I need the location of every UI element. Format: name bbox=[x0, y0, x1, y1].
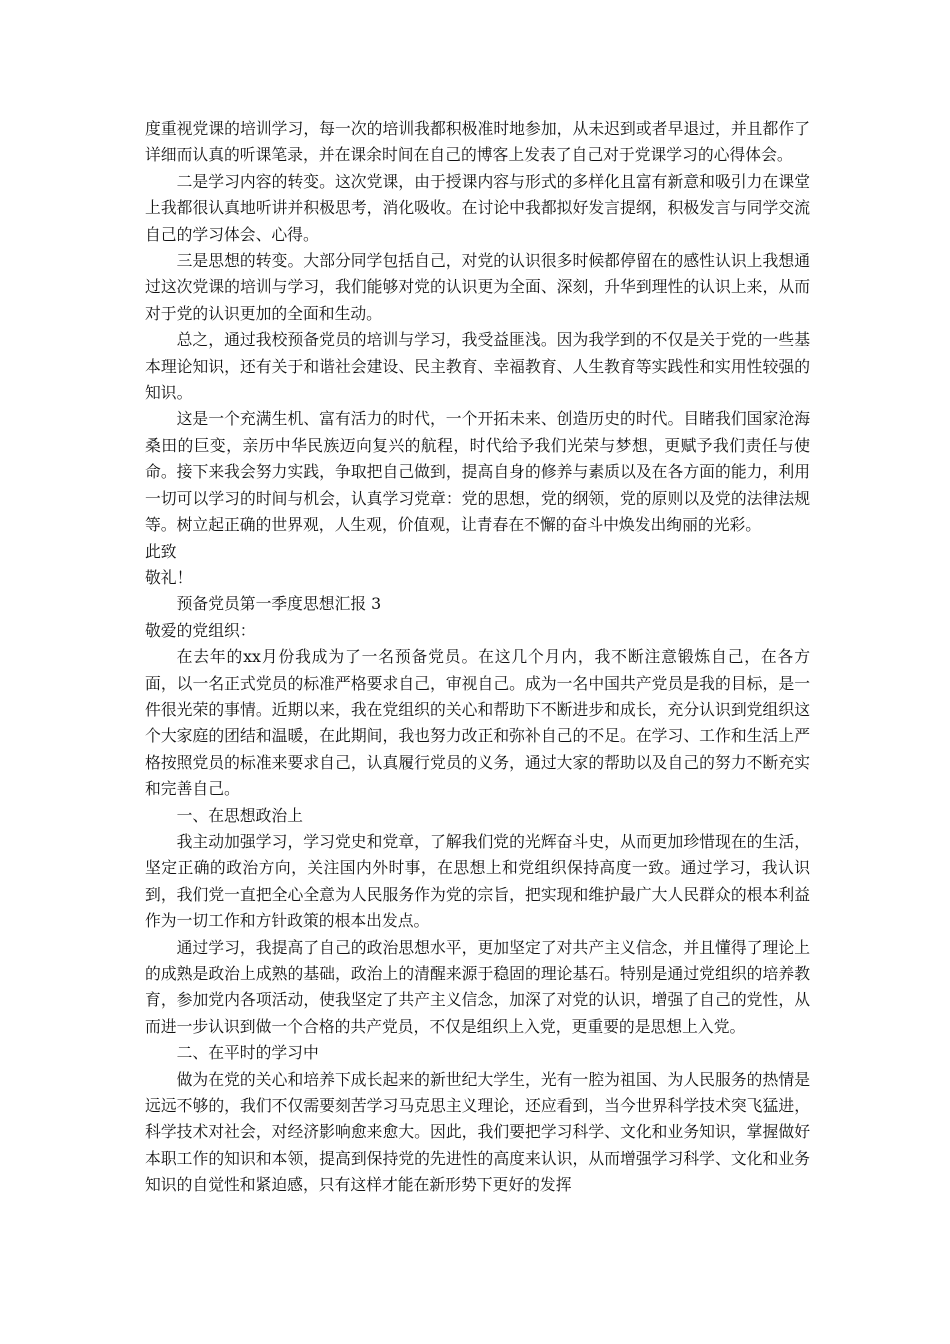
section-title: 预备党员第一季度思想汇报 3 bbox=[176, 594, 382, 614]
paragraph-5: 这是一个充满生机、富有活力的时代，一个开拓未来、创造历史的时代。目睹我们国家沧海桑田的巨变，亲历中华民族迈向复兴的航程，时代给予我们光荣与梦想，更赋予我们责任与使命。接下来我会努力实践，争取把自己做到，提高自身的修养与素质以及在各方面的能力，利用一切可以学习的时间与机会，认真学习党章：党的思想，党的纲领，党的原则以及党的法律法规等。树立起正确的世界观，人生观，价值观，让青春在不懈的奋斗中焕发出绚丽的光彩。 bbox=[145, 409, 810, 535]
closing-respect: 敬礼！ bbox=[145, 567, 193, 587]
paragraph-intro: 在去年的xx月份我成为了一名预备党员。在这几个月内，我不断注意锻炼自己，在各方面，以一名正式党员的标准严格要求自己，审视自己。成为一名中国共产党员是我的目标，是一件很光荣的事情。近期以来，我在党组织的关心和帮助下不断进步和成长，充分认识到党组织这个大家庭的团结和温暖，在此期间，我也努力改正和弥补自己的不足。在学习、工作和生活上严格按照党员的标准来要求自己，认真履行党员的义务，通过大家的帮助以及自己的努力不断充实和完善自己。 bbox=[145, 647, 810, 799]
paragraph-4: 总之，通过我校预备党员的培训与学习，我受益匪浅。因为我学到的不仅是关于党的一些基本理论知识，还有关于和谐社会建设、民主教育、幸福教育、人生教育等实践性和实用性较强的知识。 bbox=[145, 330, 810, 403]
paragraph-study: 做为在党的关心和培养下成长起来的新世纪大学生，光有一腔为祖国、为人民服务的热情是远远不够的，我们不仅需要刻苦学习马克思主义理论，还应看到，当今世界科学技术突飞猛进，科学技术对社会，对经济影响愈来愈大。因此，我们要把学习科学、文化和业务知识，掌握做好本职工作的知识和本领，提高到保持党的先进性的高度来认识，从而增强学习科学、文化和业务知识的自觉性和紧迫感，只有这样才能在新形势下更好的发挥 bbox=[145, 1069, 810, 1195]
document-body bbox=[145, 116, 810, 1199]
paragraph-3: 三是思想的转变。大部分同学包括自己，对党的认识很多时候都停留在的感性认识上我想通过这次党课的培训与学习，我们能够对党的认识更为全面、深刻，升华到理性的认识上来，从而对于党的认识更加的全面和生动。 bbox=[145, 251, 810, 323]
subheading-political: 一、在思想政治上 bbox=[176, 805, 303, 825]
subheading-study: 二、在平时的学习中 bbox=[176, 1043, 319, 1063]
paragraph-2: 二是学习内容的转变。这次党课，由于授课内容与形式的多样化且富有新意和吸引力在课堂上我都很认真地听讲并积极思考，消化吸收。在讨论中我都拟好发言提纲，积极发言与同学交流自己的学习体会、心得。 bbox=[145, 171, 810, 244]
paragraph-1: 度重视党课的培训学习，每一次的培训我都积极准时地参加，从未迟到或者早退过，并且都作了详细而认真的听课笔录，并在课余时间在自己的博客上发表了自己对于党课学习的心得体会。 bbox=[145, 119, 810, 165]
paragraph-political-2: 通过学习，我提高了自己的政治思想水平，更加坚定了对共产主义信念，并且懂得了理论上的成熟是政治上成熟的基础，政治上的清醒来源于稳固的理论基石。特别是通过党组织的培养教育，参加党内各项活动，使我坚定了共产主义信念，加深了对党的认识，增强了自己的党性，从而进一步认识到做一个合格的共产党员，不仅是组织上入党，更重要的是思想上入党。 bbox=[145, 937, 810, 1036]
paragraph-political-1: 我主动加强学习，学习党史和党章，了解我们党的光辉奋斗史，从而更加珍惜现在的生活，坚定正确的政治方向，关注国内外时事，在思想上和党组织保持高度一致。通过学习，我认识到，我们党一直把全心全意为人民服务作为党的宗旨，把实现和维护最广大人民群众的根本利益作为一切工作和方针政策的根本出发点。 bbox=[145, 831, 810, 931]
closing-salutation: 此致 bbox=[145, 541, 177, 561]
greeting: 敬爱的党组织： bbox=[145, 620, 256, 640]
